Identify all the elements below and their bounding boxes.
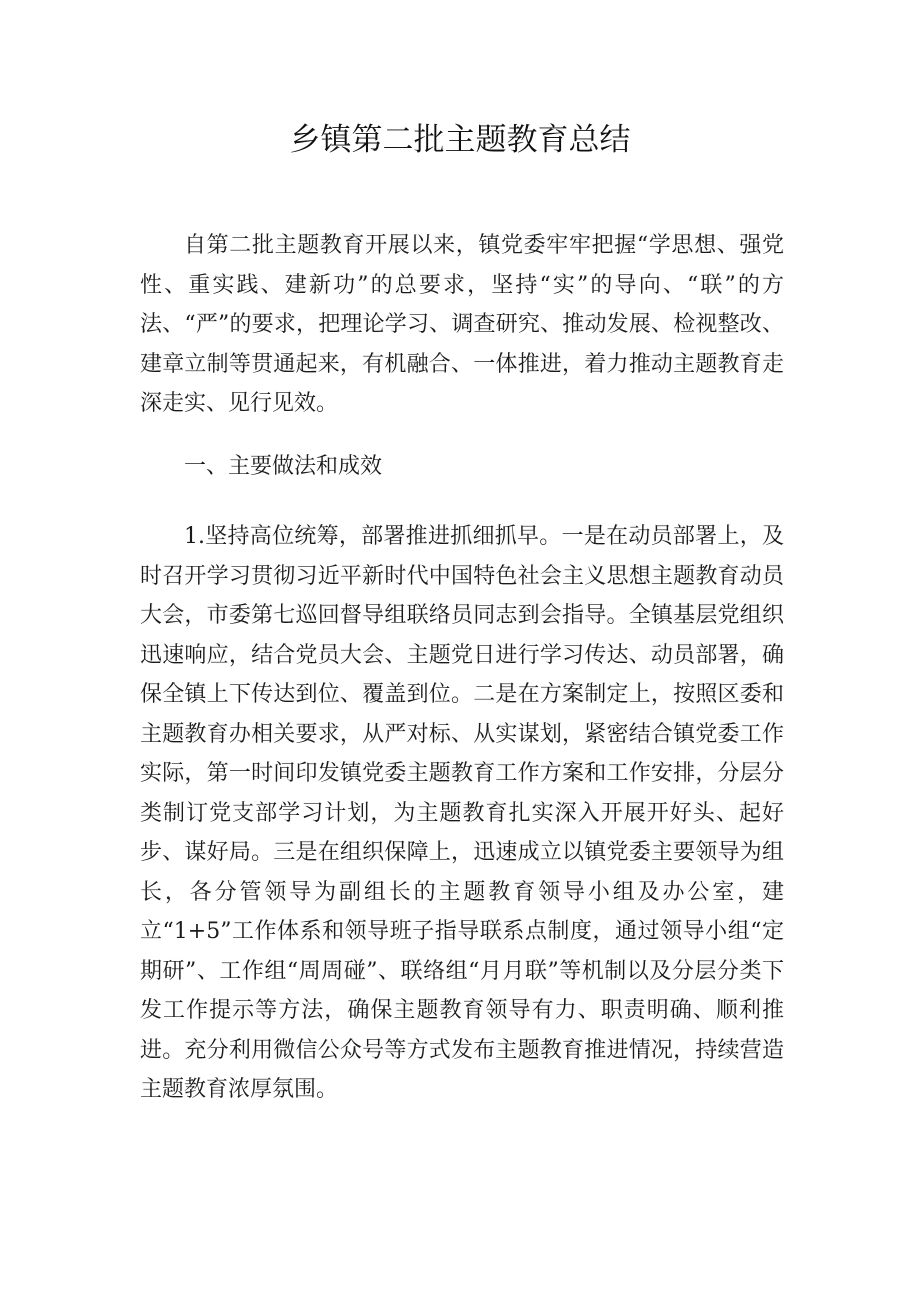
document-title: 乡镇第二批主题教育总结 xyxy=(289,122,631,158)
section-1-paragraph: 1.坚持高位统筹，部署推进抓细抓早。一是在动员部署上，及时召开学习贯彻习近平新时代中国特色社会主义思想主题教育动员大会，市委第七巡回督导组联络员同志到会指导。全镇基层党组织迅速响应，结合党员大会、主题党日进行学习传达、动员部署，确保全镇上下传达到位、覆盖到位。二是在方案制定上，按照区委和主题教育办相关要求，从严对标、从实谋划，紧密结合镇党委工作实际，第一时间印发镇党委主题教育工作方案和工作安排，分层分类制订党支部学习计划，为主题教育扎实深入开展开好头、起好步、谋好局。三是在组织保障上，迅速成立以镇党委主要领导为组长，各分管领导为副组长的主题教育领导小组及办公室，建立“1+5”工作体系和领导班子指导联系点制度，通过领导小组“定期研”、工作组“周周碰”、联络组“月月联”等机制以及分层分类下发工作提示等方法，确保主题教育领导有力、职责明确、顺利推进。充分利用微信公众号等方式发布主题教育推进情况，持续营造主题教育浓厚氛围。 xyxy=(140,524,784,1102)
section-heading: 一、主要做法和成效 xyxy=(184,454,383,479)
intro-paragraph: 自第二批主题教育开展以来，镇党委牢牢把握“学思想、强党性、重实践、建新功”的总要求，坚持“实”的导向、“联”的方法、“严”的要求，把理论学习、调查研究、推动发展、检视整改、建章立制等贯通起来，有机融合、一体推进，着力推动主题教育走深走实、见行见效。 xyxy=(140,233,784,416)
